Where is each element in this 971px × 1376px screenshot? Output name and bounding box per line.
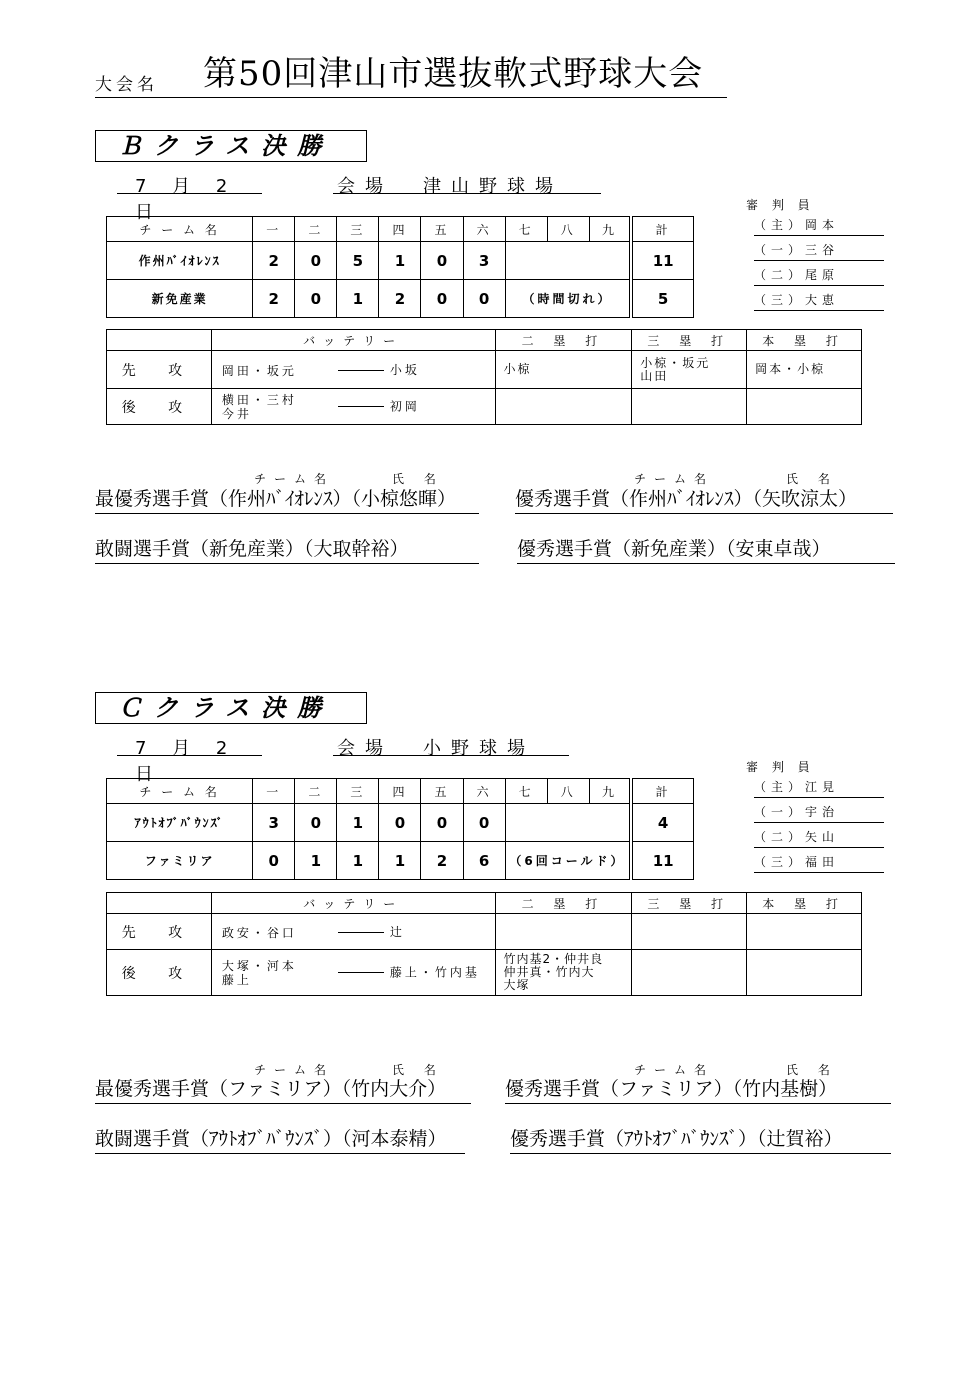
c-date: 7 月 2 日	[117, 734, 262, 756]
battery-cell	[211, 351, 495, 389]
triples	[632, 950, 747, 996]
triple-header: 三 塁 打	[632, 330, 747, 351]
pitchers: 大塚・河本 藤上	[221, 958, 297, 987]
inning-header: 八	[547, 217, 589, 242]
triples: 小椋・坂元 山田	[632, 351, 747, 389]
battery-header: バッテリー	[211, 893, 495, 914]
battery-cell	[211, 950, 495, 996]
inning-score: 0	[463, 280, 505, 318]
c-first-row	[107, 914, 862, 950]
total-score: 4	[631, 804, 693, 842]
b-venue-label: 会場	[337, 176, 393, 197]
inning-score: 0	[421, 804, 463, 842]
inning-header: 六	[463, 779, 505, 804]
b-hits-table	[106, 329, 862, 425]
umpire-title: 審 判 員	[746, 760, 815, 774]
inning-header: 三	[337, 217, 379, 242]
c-venue-line	[333, 734, 569, 759]
b-date-venue-line	[117, 172, 601, 223]
c-team-row-2	[107, 842, 694, 880]
team-name: ファミリア	[107, 842, 253, 880]
hits-header	[107, 893, 862, 914]
c-team-row-1	[107, 804, 694, 842]
catcher: 辻	[389, 925, 405, 939]
inning-score: 0	[253, 842, 295, 880]
c-mvp-award: 最優秀選手賞（ファミリア）（竹内大介）	[95, 1078, 471, 1104]
c-venue-label: 会場	[337, 738, 393, 759]
total-score: 11	[631, 242, 693, 280]
side-label: 先 攻	[107, 351, 212, 389]
total-header: 計	[631, 779, 693, 804]
c-venue: 小野球場	[423, 738, 535, 759]
doubles: 竹内基2・仲井良 仲井真・竹内大 大塚	[495, 950, 632, 996]
umpire-row: （三）大恵	[754, 291, 884, 311]
inning-header: 八	[547, 779, 589, 804]
inning-score: 1	[337, 280, 379, 318]
b-class-title: Ｂクラス決勝	[95, 130, 367, 162]
game-note: （時間切れ）	[505, 280, 631, 318]
inning-score: 2	[253, 242, 295, 280]
award-name-label: 氏 名	[392, 472, 444, 486]
inning-header: 五	[421, 217, 463, 242]
doubles	[495, 389, 632, 425]
award-team-label: チーム名	[254, 1063, 335, 1077]
hits-corner	[107, 893, 212, 914]
battery-dash	[338, 972, 384, 973]
b-team-row-2	[107, 280, 694, 318]
inning-score: 1	[337, 804, 379, 842]
award-name-label: 氏 名	[392, 1063, 444, 1077]
b-umpires	[746, 196, 886, 316]
c-excellent-award-2: 優秀選手賞（ｱｳﾄｵﾌﾞﾊﾞｳﾝｽﾞ）（辻賀裕）	[510, 1128, 891, 1154]
inning-header: 九	[589, 779, 631, 804]
homer-header: 本 塁 打	[747, 330, 862, 351]
b-fighting-award: 敢闘選手賞（新免産業）（大取幹裕）	[95, 538, 479, 564]
inning-score: 1	[379, 242, 421, 280]
game-note	[505, 804, 631, 842]
b-mvp-award: 最優秀選手賞（作州ﾊﾞｲｵﾚﾝｽ）（小椋悠暉）	[95, 488, 479, 514]
b-excellent-award-1: 優秀選手賞（作州ﾊﾞｲｵﾚﾝｽ）（矢吹涼太）	[515, 488, 893, 514]
c-scoreboard	[106, 778, 694, 880]
inning-header: 七	[505, 217, 547, 242]
inning-header: 二	[295, 779, 337, 804]
award-team-label: チーム名	[634, 472, 715, 486]
award-team-label: チーム名	[254, 472, 335, 486]
inning-score: 2	[253, 280, 295, 318]
battery-header: バッテリー	[211, 330, 495, 351]
umpire-row: （二）矢山	[754, 828, 884, 848]
b-venue-line	[333, 172, 601, 197]
battery-dash	[338, 370, 384, 371]
b-excellent-award-2: 優秀選手賞（新免産業）（安東卓哉）	[517, 538, 895, 564]
inning-score: 6	[463, 842, 505, 880]
umpire-title: 審 判 員	[746, 198, 815, 212]
b-date: 7 月 2 日	[117, 172, 262, 194]
team-name: 新免産業	[107, 280, 253, 318]
pitchers: 政安・谷口	[221, 925, 297, 940]
team-name: 作州ﾊﾞｲｵﾚﾝｽ	[107, 242, 253, 280]
battery-dash	[338, 932, 384, 933]
battery-dash	[338, 406, 384, 407]
inning-header: 一	[253, 779, 295, 804]
pitchers: 岡田・坂元	[221, 363, 297, 378]
inning-header: 三	[337, 779, 379, 804]
homers	[747, 950, 862, 996]
catcher: 初岡	[389, 399, 420, 413]
side-label: 後 攻	[107, 389, 212, 425]
homer-header: 本 塁 打	[747, 893, 862, 914]
team-col-header: チ ー ム 名	[107, 779, 253, 804]
c-score-header	[107, 779, 694, 804]
tournament-title	[95, 55, 727, 98]
c-excellent-award-1: 優秀選手賞（ファミリア）（竹内基樹）	[505, 1078, 891, 1104]
inning-header: 六	[463, 217, 505, 242]
inning-score: 5	[337, 242, 379, 280]
catcher: 小坂	[389, 363, 420, 377]
inning-score: 3	[463, 242, 505, 280]
title-main: 第50回津山市選抜軟式野球大会	[203, 54, 704, 94]
inning-header: 一	[253, 217, 295, 242]
total-score: 11	[631, 842, 693, 880]
c-class-title: Ｃクラス決勝	[95, 692, 367, 724]
pitchers: 横田・三村 今井	[221, 392, 297, 421]
catcher: 藤上・竹内基	[389, 965, 480, 979]
c-date-venue-line	[117, 734, 601, 785]
b-first-row	[107, 351, 862, 389]
doubles: 小椋	[495, 351, 632, 389]
umpire-row: （二）尾原	[754, 266, 884, 286]
battery-cell	[211, 389, 495, 425]
inning-score: 0	[295, 280, 337, 318]
game-note	[505, 242, 631, 280]
inning-score: 2	[379, 280, 421, 318]
total-header: 計	[631, 217, 693, 242]
umpire-row: （主）岡本	[754, 216, 884, 236]
b-scoreboard	[106, 216, 694, 318]
umpire-row: （主）江見	[754, 778, 884, 798]
inning-score: 1	[295, 842, 337, 880]
inning-score: 0	[295, 804, 337, 842]
b-second-row	[107, 389, 862, 425]
inning-score: 1	[337, 842, 379, 880]
inning-header: 五	[421, 779, 463, 804]
inning-score: 0	[295, 242, 337, 280]
inning-score: 0	[421, 280, 463, 318]
hits-corner	[107, 330, 212, 351]
inning-score: 0	[379, 804, 421, 842]
inning-header: 九	[589, 217, 631, 242]
award-name-label: 氏 名	[786, 1063, 838, 1077]
b-team-row-1	[107, 242, 694, 280]
umpire-row: （一）宇治	[754, 803, 884, 823]
title-prefix: 大会名	[95, 75, 158, 95]
team-col-header: チ ー ム 名	[107, 217, 253, 242]
b-venue: 津山野球場	[423, 176, 563, 197]
inning-header: 四	[379, 779, 421, 804]
award-team-label: チーム名	[634, 1063, 715, 1077]
inning-score: 0	[421, 242, 463, 280]
homers	[747, 914, 862, 950]
inning-score: 1	[379, 842, 421, 880]
inning-score: 3	[253, 804, 295, 842]
c-second-row	[107, 950, 862, 996]
c-umpires	[746, 758, 886, 878]
c-hits-table	[106, 892, 862, 996]
award-name-label: 氏 名	[786, 472, 838, 486]
side-label: 後 攻	[107, 950, 212, 996]
b-score-header	[107, 217, 694, 242]
side-label: 先 攻	[107, 914, 212, 950]
inning-score: 0	[463, 804, 505, 842]
triples	[632, 914, 747, 950]
umpire-row: （三）福田	[754, 853, 884, 873]
doubles	[495, 914, 632, 950]
double-header: 二 塁 打	[495, 330, 632, 351]
c-fighting-award: 敢闘選手賞（ｱｳﾄｵﾌﾞﾊﾞｳﾝｽﾞ）（河本泰精）	[95, 1128, 465, 1154]
double-header: 二 塁 打	[495, 893, 632, 914]
team-name: ｱｳﾄｵﾌﾞﾊﾞｳﾝｽﾞ	[107, 804, 253, 842]
triples	[632, 389, 747, 425]
total-score: 5	[631, 280, 693, 318]
homers: 岡本・小椋	[747, 351, 862, 389]
battery-cell	[211, 914, 495, 950]
inning-header: 四	[379, 217, 421, 242]
hits-header	[107, 330, 862, 351]
homers	[747, 389, 862, 425]
inning-score: 2	[421, 842, 463, 880]
triple-header: 三 塁 打	[632, 893, 747, 914]
game-note: （6回コールド）	[505, 842, 631, 880]
inning-header: 二	[295, 217, 337, 242]
umpire-row: （一）三谷	[754, 241, 884, 261]
inning-header: 七	[505, 779, 547, 804]
